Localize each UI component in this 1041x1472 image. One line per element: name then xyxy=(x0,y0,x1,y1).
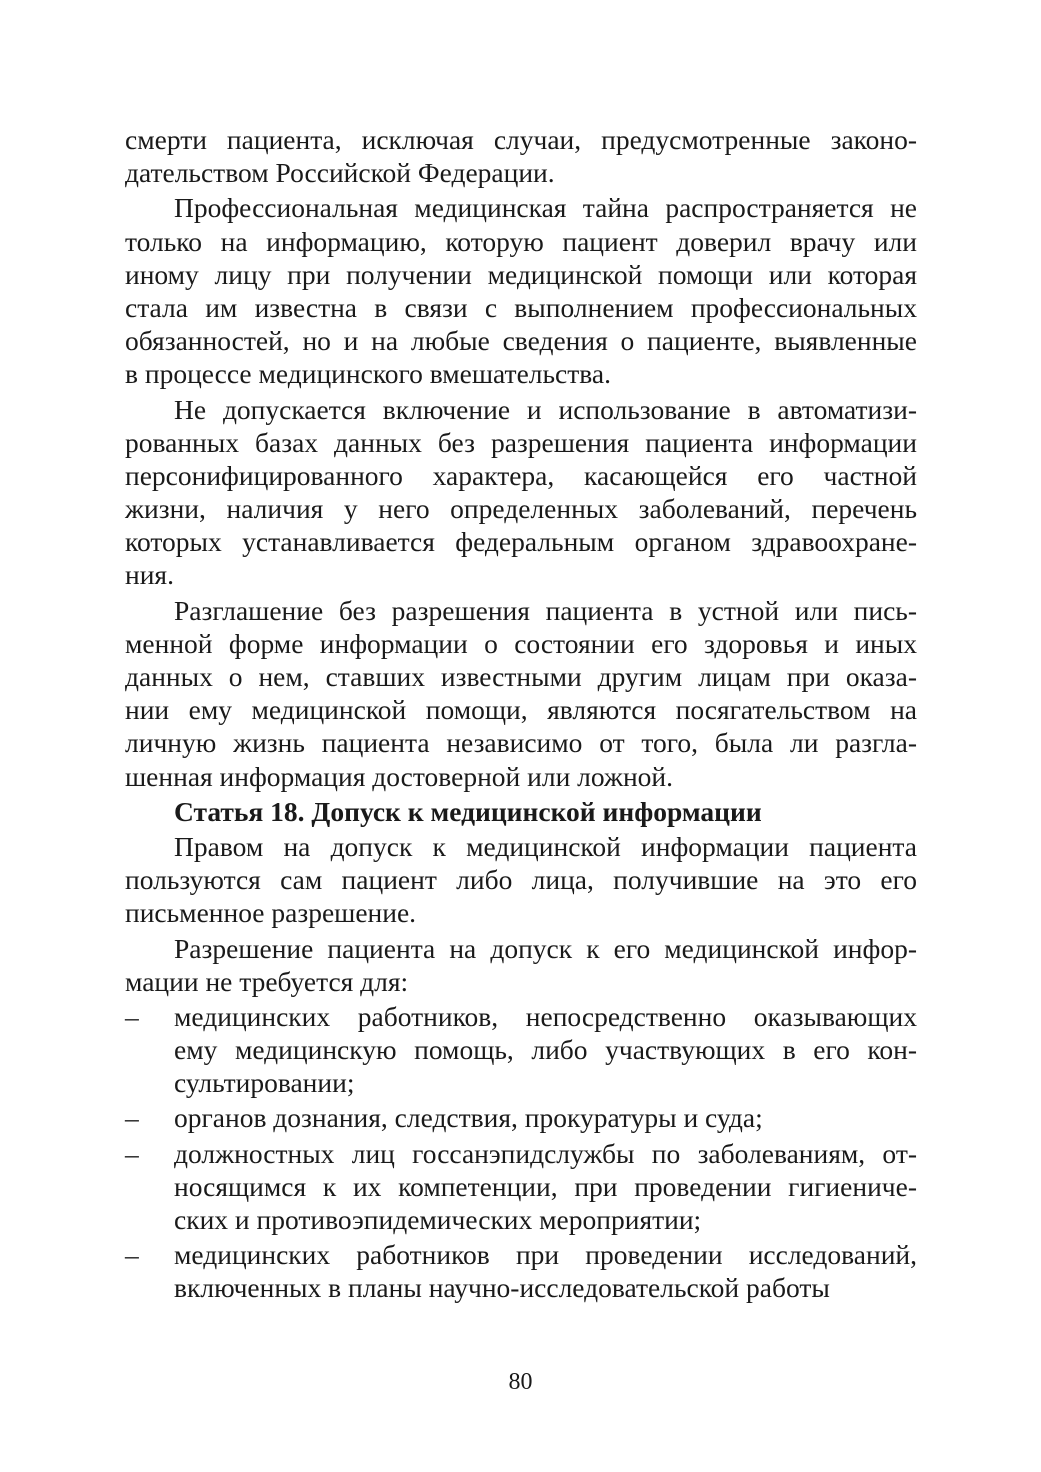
page-number: 80 xyxy=(508,1369,533,1395)
text-line: обязанностей, но и на любые сведения о пациенте, выявленные xyxy=(125,325,917,357)
text-line: менной форме информации о состоянии его здоровья и иных xyxy=(125,627,917,659)
text-line: органов дознания, следствия, прокуратуры и суда; xyxy=(174,1102,763,1134)
page-body xyxy=(125,123,917,1305)
text-line: мации не требуется для: xyxy=(125,965,409,997)
paragraph xyxy=(125,191,917,390)
list-item xyxy=(125,1137,917,1237)
text-line: в процессе медицинского вмешательства. xyxy=(125,358,611,390)
text-line: медицинских работников при проведении исследований, xyxy=(174,1239,917,1271)
text-line: только на информацию, которую пациент доверил врачу или xyxy=(125,225,917,257)
text-line: Не допускается включение и использование в автоматизи- xyxy=(174,393,917,425)
text-line: рованных базах данных без разрешения пациента информации xyxy=(125,426,917,458)
paragraph xyxy=(125,123,917,189)
text-line: которых устанавливается федеральным органом здравоохране- xyxy=(125,526,917,558)
text-line: нии ему медицинской помощи, являются посягательством на xyxy=(125,694,917,726)
text-line: шенная информация достоверной или ложной. xyxy=(125,760,674,792)
text-line: Статья 18. Допуск к медицинской информации xyxy=(174,795,762,827)
text-line: пользуются сам пациент либо лица, получившие на это его xyxy=(125,864,917,896)
text-line: Разрешение пациента на допуск к его медицинской инфор- xyxy=(174,932,917,964)
list-dash-icon: – xyxy=(125,1137,139,1169)
text-line: ния. xyxy=(125,559,174,591)
text-line: стала им известна в связи с выполнением профессиональных xyxy=(125,291,917,323)
text-line: ему медицинскую помощь, либо участвующих в его кон- xyxy=(174,1034,917,1066)
text-line: Разглашение без разрешения пациента в устной или пись- xyxy=(174,594,917,626)
list-dash-icon: – xyxy=(125,1102,139,1134)
list-dash-icon: – xyxy=(125,1239,139,1271)
text-line: иному лицу при получении медицинской помощи или которая xyxy=(125,258,917,290)
paragraph xyxy=(125,594,917,793)
text-line: данных о нем, ставших известными другим лицам при оказа- xyxy=(125,661,917,692)
text-line: смерти пациента, исключая случаи, предусмотренные законо- xyxy=(125,124,917,155)
text-line: должностных лиц госсанэпидслужбы по заболеваниям, от- xyxy=(174,1137,917,1169)
list-item xyxy=(125,1101,917,1134)
text-line: персонифицированного характера, касающейся его частной xyxy=(125,459,917,491)
text-line: дательством Российской Федерации. xyxy=(125,157,555,189)
text-line: Профессиональная медицинская тайна распространяется не xyxy=(174,192,917,224)
text-line: письменное разрешение. xyxy=(125,897,417,929)
text-line: медицинских работников, непосредственно оказывающих xyxy=(174,1000,917,1032)
text-line: жизни, наличия у него определенных заболеваний, перечень xyxy=(125,493,917,525)
text-line: сультировании; xyxy=(174,1067,355,1099)
list-dash-icon: – xyxy=(125,1000,139,1032)
paragraph xyxy=(125,932,917,998)
text-line: ских и противоэпидемических мероприятии; xyxy=(174,1204,702,1235)
list-item xyxy=(125,1238,917,1304)
paragraph xyxy=(125,830,917,930)
text-line: личную жизнь пациента независимо от того, была ли разгла- xyxy=(125,727,917,759)
text-line: включенных в планы научно-исследовательской работы xyxy=(174,1272,830,1304)
section-heading xyxy=(125,795,917,828)
list-item xyxy=(125,1000,917,1100)
text-line: носящимся к их компетенции, при проведении гигиениче- xyxy=(174,1170,917,1202)
paragraph xyxy=(125,393,917,592)
text-line: Правом на допуск к медицинской информации пациента xyxy=(174,830,917,862)
